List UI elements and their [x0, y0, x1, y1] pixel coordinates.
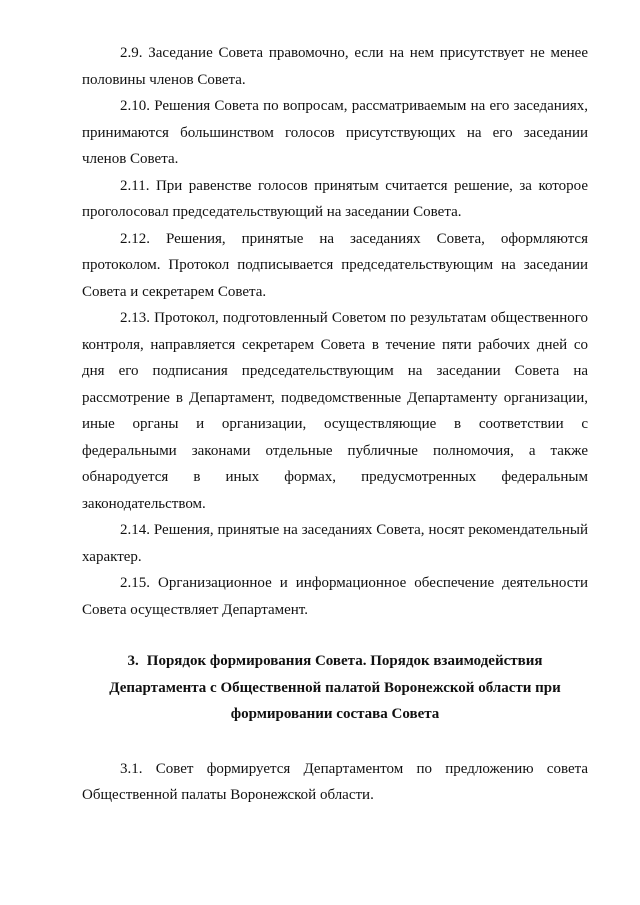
document-page: [82, 40, 588, 809]
paragraph-2-13: 2.13. Протокол, подготовленный Советом по результатам общественного контроля, направляется секретарем Совета в течение пяти рабочих дней со дня его подписания председательствующим на заседании Совета на рассмотрение в Департамент, подведомственные Департаменту организации, иные органы и организации, осуществляющие в соответствии с федеральными законами отдельные публичные полномочия, а также обнародуется в иных формах, предусмотренных федеральным законодательством.: [82, 310, 588, 512]
paragraph-2-15: 2.15. Организационное и информационное обеспечение деятельности Совета осуществляет Департамент.: [82, 575, 588, 618]
paragraph-2-14: 2.14. Решения, принятые на заседаниях Совета, носят рекомендательный характер.: [82, 522, 588, 565]
paragraph-3-1: 3.1. Совет формируется Департаментом по предложению совета Общественной палаты Воронежской области.: [82, 760, 588, 803]
paragraph-2-10: 2.10. Решения Совета по вопросам, рассматриваемым на его заседаниях, принимаются большинством голосов присутствующих на его заседании членов Совета.: [82, 98, 588, 167]
section-heading-text: Порядок формирования Совета. Порядок взаимодействия Департамента с Общественной палатой Воронежской области при формировании состава Совета: [109, 653, 561, 722]
paragraph-2-9: 2.9. Заседание Совета правомочно, если на нем присутствует не менее половины членов Совета.: [82, 45, 588, 88]
paragraph-2-11: 2.11. При равенстве голосов принятым считается решение, за которое проголосовал председательствующий на заседании Совета.: [82, 177, 588, 220]
section-heading-number: 3.: [127, 653, 139, 669]
section-heading: [82, 648, 588, 728]
paragraph-2-12: 2.12. Решения, принятые на заседаниях Совета, оформляются протоколом. Протокол подписывается председательствующим на заседании Совета и секретарем Совета.: [82, 230, 588, 300]
